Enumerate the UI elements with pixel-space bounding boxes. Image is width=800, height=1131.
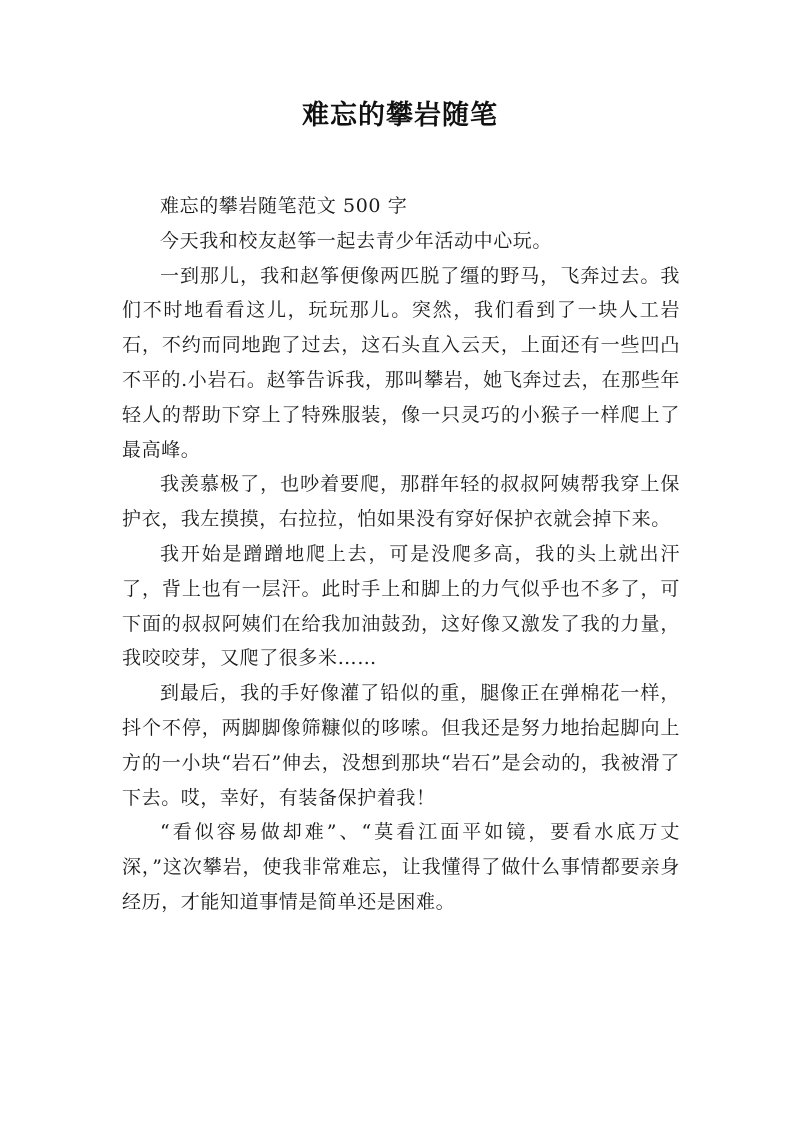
paragraph-climbing: 我开始是蹭蹭地爬上去，可是没爬多高，我的头上就出汗了，背上也有一层汗。此时手上和脚上的力气似乎也不多了，可下面的叔叔阿姨们在给我加油鼓劲，这好像又激发了我的力量，我咬咬芽，又爬了很多米…… — [122, 542, 680, 670]
document-title: 难忘的攀岩随笔 — [302, 100, 498, 131]
paragraph-intro: 今天我和校友赵筝一起去青少年活动中心玩。 — [160, 229, 553, 252]
paragraph-conclusion: “看似容易做却难”、“莫看江面平如镜，要看水底万丈深，”这次攀岩，使我非常难忘，让我懂得了做什么事情都要亲身经历，才能知道事情是简单还是困难。 — [122, 821, 680, 913]
paragraph-subtitle: 难忘的攀岩随笔范文 500 字 — [160, 195, 408, 217]
document-body — [122, 189, 680, 920]
paragraph-arrival: 一到那儿，我和赵筝便像两匹脱了缰的野马，飞奔过去。我们不时地看看这儿，玩玩那儿。突然，我们看到了一块人工岩石，不约而同地跑了过去，这石头直入云天，上面还有一些凹凸不平的.小岩石。赵筝告诉我，那叫攀岩，她飞奔过去，在那些年轻人的帮助下穿上了特殊服装，像一只灵巧的小猴子一样爬上了最高峰。 — [122, 264, 680, 461]
paragraph-gearing-up: 我羡慕极了，也吵着要爬，那群年轻的叔叔阿姨帮我穿上保护衣，我左摸摸，右拉拉，怕如果没有穿好保护衣就会掉下来。 — [122, 473, 680, 531]
paragraph-slipping: 到最后，我的手好像灌了铅似的重，腿像正在弹棉花一样，抖个不停，两脚脚像筛糠似的哆嗦。但我还是努力地抬起脚向上方的一小块“岩石”伸去，没想到那块“岩石”是会动的，我被滑了下去。哎，幸好，有装备保护着我！ — [122, 682, 680, 809]
